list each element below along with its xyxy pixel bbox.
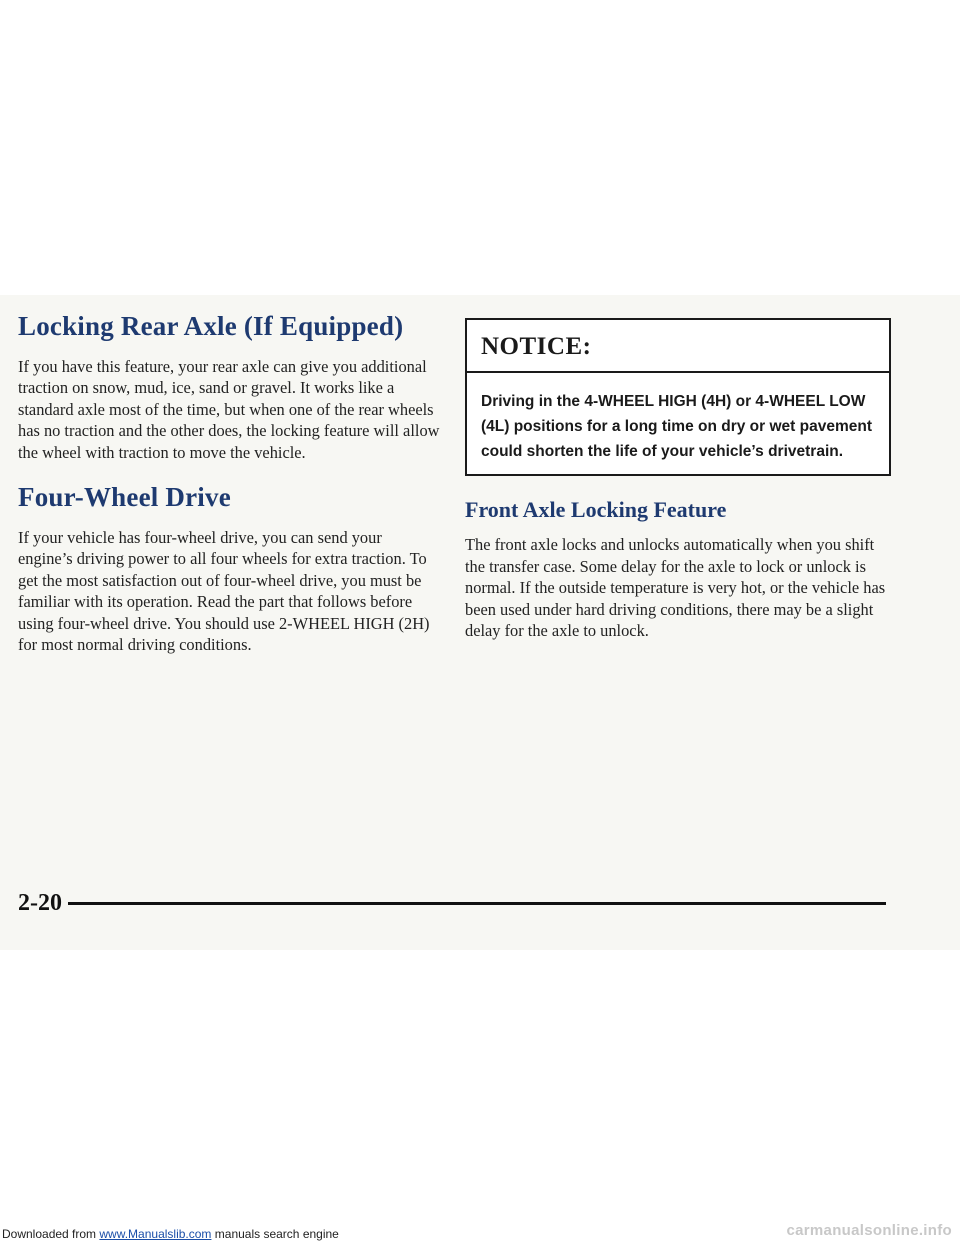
left-column — [18, 312, 440, 656]
footer-divider — [68, 902, 886, 905]
heading-four-wheel-drive: Four-Wheel Drive — [18, 482, 231, 513]
right-column — [465, 318, 891, 642]
download-suffix: manuals search engine — [211, 1227, 339, 1241]
heading-front-axle-locking: Front Axle Locking Feature — [465, 497, 727, 522]
notice-text: Driving in the 4-WHEEL HIGH (4H) or 4-WHEEL LOW (4L) positions for a long time on dry or wet pavement could shorten the life of your vehicle’s drivetrain. — [481, 393, 872, 460]
site-watermark: carmanualsonline.info — [786, 1222, 952, 1239]
manualslib-link[interactable]: www.Manualslib.com — [99, 1227, 212, 1241]
paragraph-locking-rear-axle: If you have this feature, your rear axle can give you additional traction on snow, mud, ice, sand or gravel. It works like a standard axle most of the time, but when one of the rear wheels has no traction and the other does, the locking feature will allow the wheel with traction to move the vehicle. — [18, 356, 440, 462]
paragraph-front-axle-locking: The front axle locks and unlocks automatically when you shift the transfer case. Some delay for the axle to lock or unlock is normal. If the outside temperature is very hot, or the vehicle has been used under hard driving conditions, there may be a slight delay for the axle to unlock. — [465, 535, 886, 641]
download-note — [2, 1227, 339, 1241]
download-prefix: Downloaded from — [2, 1227, 100, 1241]
notice-box — [465, 318, 891, 476]
paragraph-four-wheel-drive: If your vehicle has four-wheel drive, you can send your engine’s driving power to all four wheels for extra traction. To get the most satisfaction out of four-wheel drive, you must be familiar with its operation. Read the part that follows before using four-wheel drive. You should use 2-WHEEL HIGH (2H) for most normal driving conditions. — [18, 527, 430, 655]
notice-title: NOTICE: — [467, 320, 889, 373]
page-number: 2-20 — [18, 890, 62, 916]
heading-locking-rear-axle: Locking Rear Axle (If Equipped) — [18, 311, 404, 341]
